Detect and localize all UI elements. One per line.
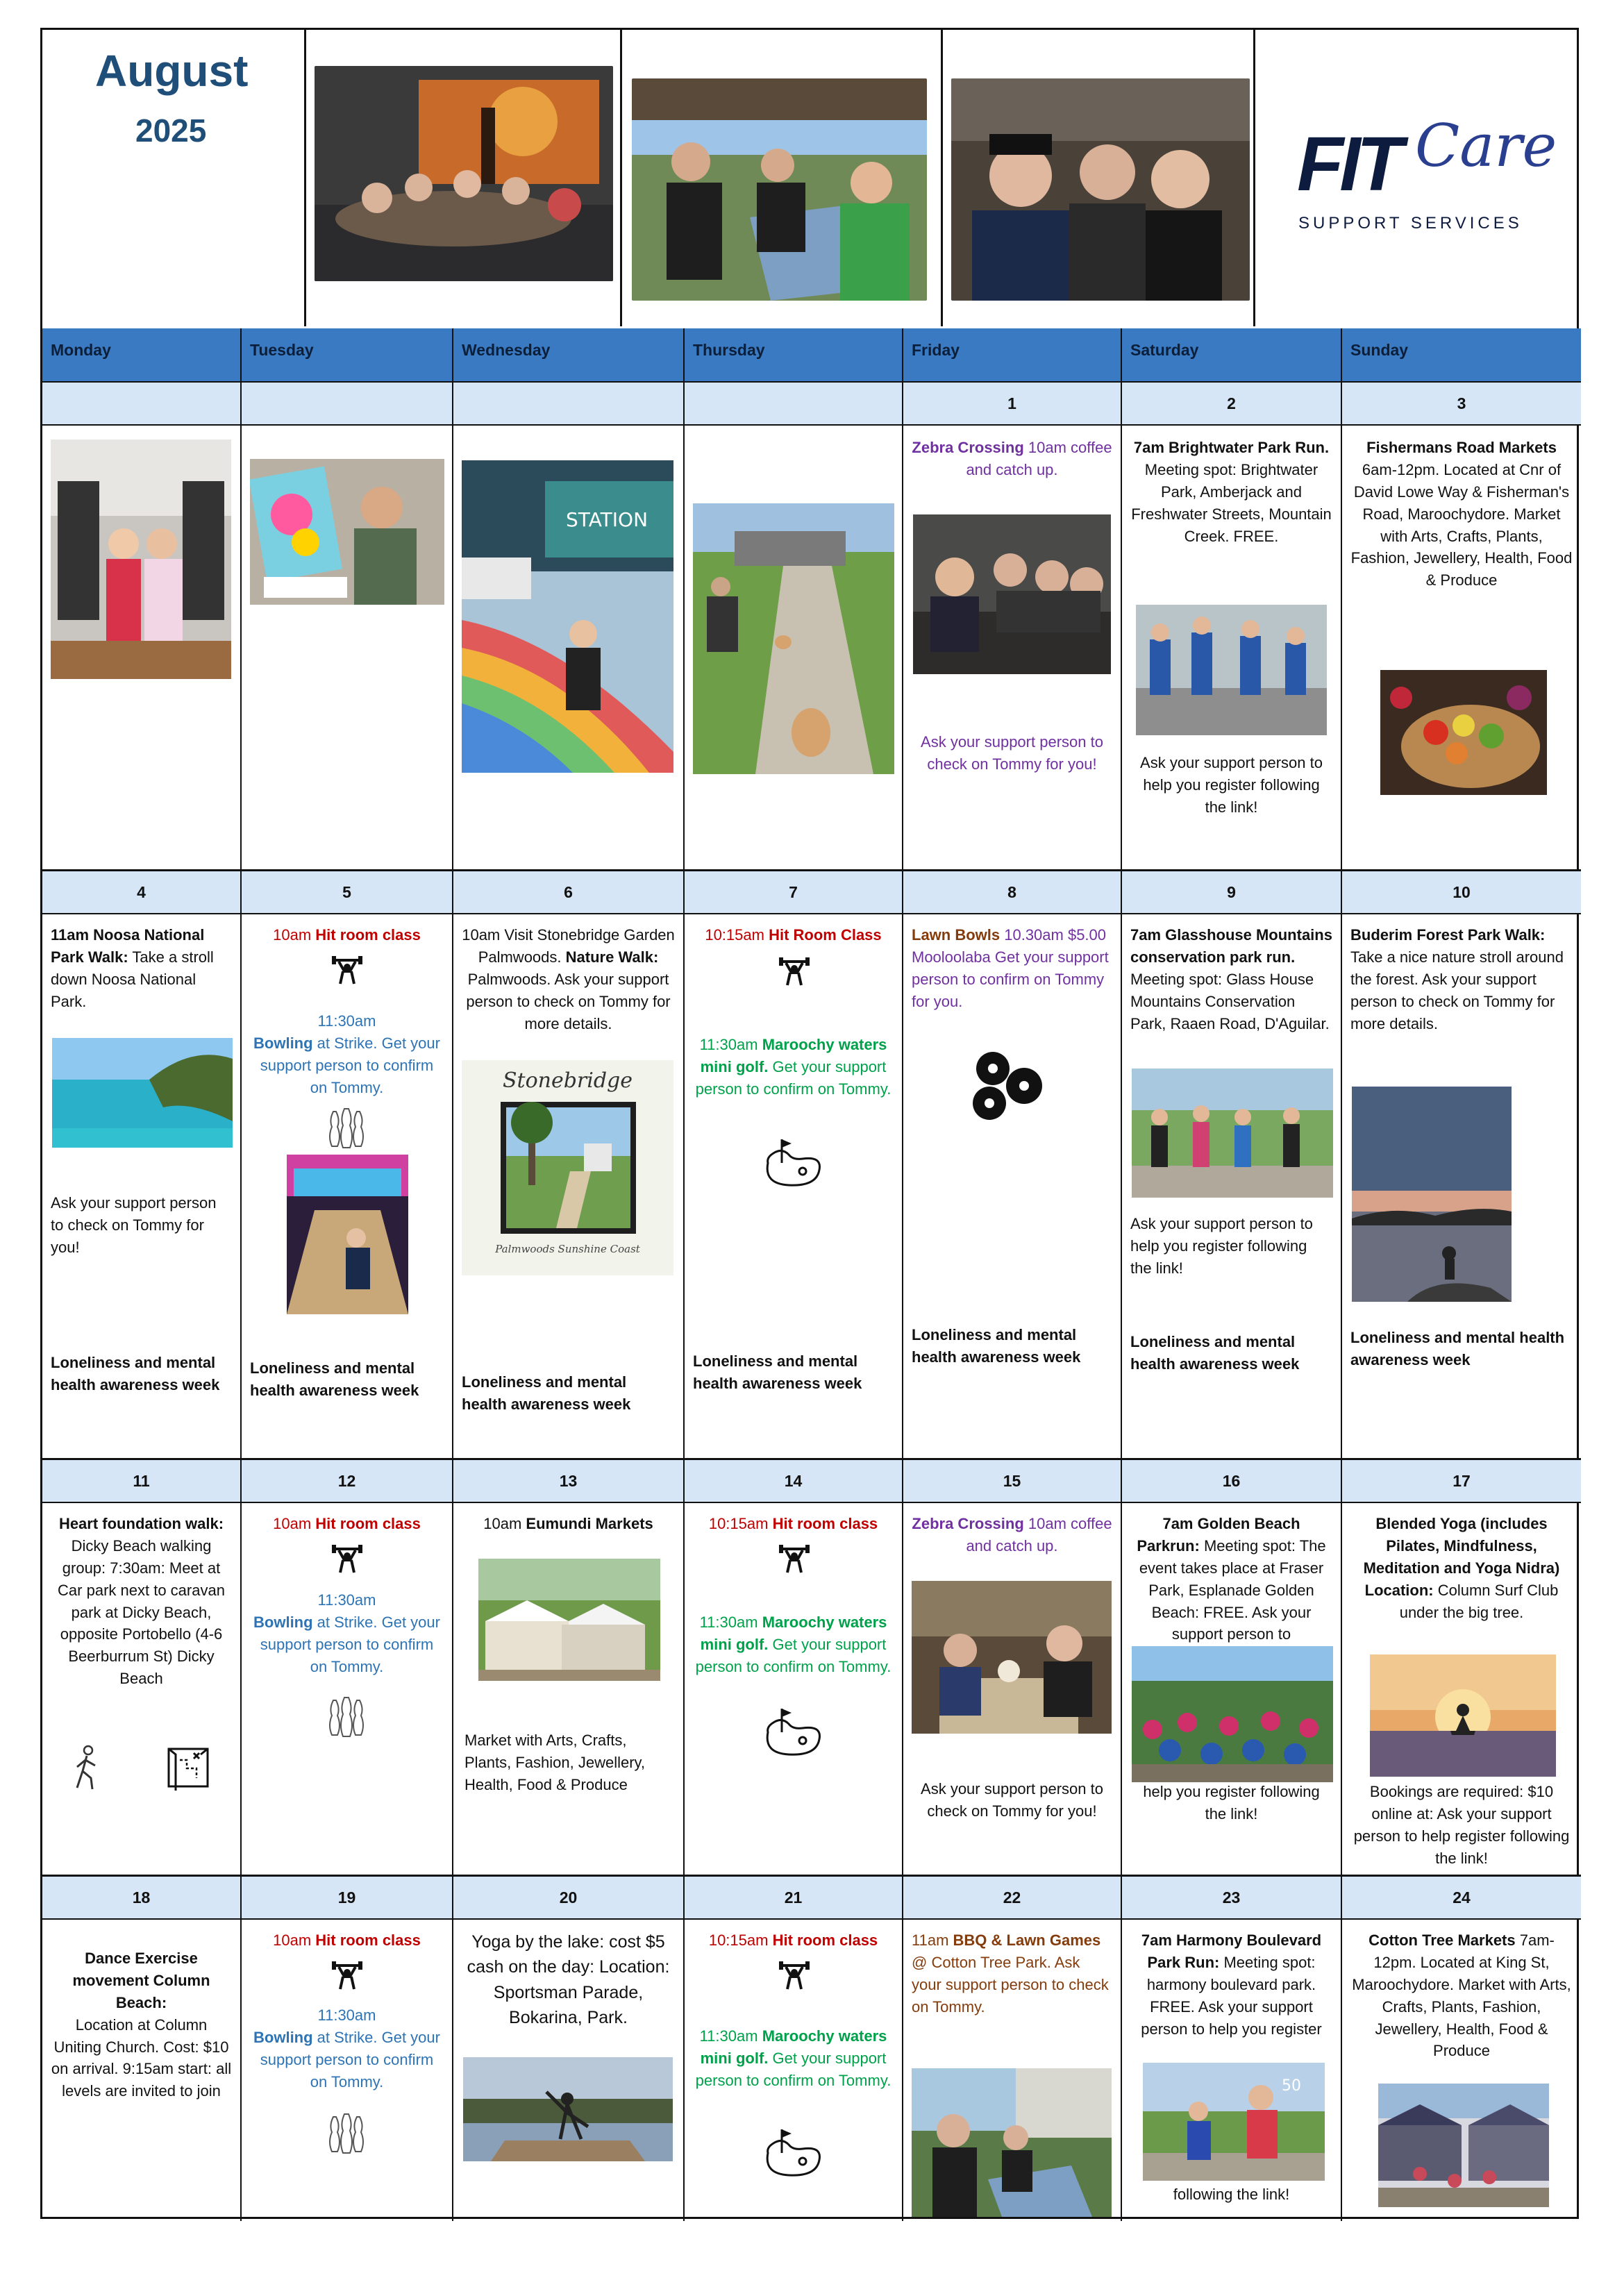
event-time: 10am — [273, 1932, 316, 1949]
event-note: Bookings are required: $10 online at: Ask your support person to help register following the link! — [1353, 1783, 1570, 1867]
date-number — [453, 383, 685, 426]
weightlifting-icon — [330, 953, 364, 987]
event-detail: Location at Column Uniting Church. Cost: $10 on arrival. 9:15am start: all levels are invited to join — [51, 2016, 232, 2100]
day-cell-week1-mon — [42, 426, 242, 871]
event-note: Ask your support person to check on Tommy for you! — [921, 733, 1103, 773]
event-text — [250, 1513, 444, 1535]
event-text — [693, 1034, 894, 1100]
event-detail: Palmwoods. Ask your support person to check on Tommy for more details. — [466, 970, 671, 1032]
date-number: 22 — [903, 1877, 1122, 1920]
date-number: 24 — [1342, 1877, 1581, 1920]
event-time: 11:30am — [699, 1036, 762, 1053]
group-cafe-photo — [315, 66, 613, 281]
event-title: Bowling — [253, 2028, 313, 2046]
event-title: Maroochy waters mini golf. — [700, 1614, 887, 1653]
event-title: Dance Exercise movement Column Beach: — [72, 1950, 210, 2011]
event-text — [1350, 1513, 1573, 1623]
dog-walk-photo — [693, 503, 894, 774]
event-text — [693, 1611, 894, 1678]
event-label: Location: — [1364, 1581, 1434, 1599]
event-detail: 6am-12pm. Located at Cnr of David Lowe Way & Fisherman's Road, Maroochydore. Market with Arts, Crafts, Plants, Fashion, Jewellery, Health, Food & Produce — [1350, 460, 1573, 589]
map-route-icon — [166, 1745, 210, 1791]
dayhead-saturday: Saturday — [1122, 328, 1342, 383]
date-number: 4 — [42, 871, 242, 914]
day-cell-week1-sat — [1122, 426, 1342, 871]
day-cell-week1-wed — [453, 426, 685, 871]
gym-photo — [51, 439, 231, 679]
event-text — [693, 2025, 894, 2092]
day-cell-week1-tue — [242, 426, 453, 871]
event-text — [1350, 1929, 1573, 2062]
lawn-bowls-icon — [969, 1048, 1052, 1124]
park-bench-photo — [632, 78, 927, 301]
event-title: Heart foundation walk: — [58, 1515, 224, 1532]
event-time: 10am — [273, 1515, 316, 1532]
event-note: Market with Arts, Crafts, Plants, Fashion, Jewellery, Health, Food & Produce — [464, 1732, 646, 1793]
event-text: Yoga by the lake: cost $5 cash on the day: Location: Sportsman Parade, Bokarina, Park. — [467, 1932, 670, 2027]
event-time: 11:30am — [317, 1591, 376, 1609]
station-mural-photo — [462, 460, 673, 773]
date-number: 17 — [1342, 1460, 1581, 1503]
group-selfie-photo — [951, 78, 1250, 301]
day-cell-week4-sat — [1122, 1920, 1342, 2221]
event-detail: 10.30am $5.00 Mooloolaba Get your support person to confirm on Tommy for you. — [912, 926, 1109, 1010]
bowling-pins-icon — [325, 1695, 368, 1738]
date-number: 8 — [903, 871, 1122, 914]
weightlifting-icon — [330, 1542, 364, 1575]
event-text — [693, 924, 894, 946]
day-cell-week1-fri — [903, 426, 1122, 871]
event-time: 11am — [912, 1932, 953, 1949]
event-note: Ask your support person to help you register following the link! — [1140, 754, 1323, 816]
event-time: 10am — [273, 926, 316, 944]
event-text — [693, 1513, 894, 1535]
event-detail: Meeting spot: The event takes place at Fraser Park, Esplanade Golden Beach: FREE. Ask your support person to — [1139, 1536, 1326, 1643]
event-detail: Meeting spot: Glass House Mountains Conservation Park, Raaen Road, D'Aguilar. — [1130, 970, 1330, 1032]
event-time: 11:30am — [317, 2006, 376, 2024]
date-number: 13 — [453, 1460, 685, 1503]
date-number: 14 — [685, 1460, 903, 1503]
event-text — [250, 924, 444, 946]
event-time: 11:30am — [317, 1012, 376, 1030]
day-cell-week3-sun — [1342, 1503, 1581, 1877]
day-cell-week2-tue — [242, 914, 453, 1460]
date-number: 5 — [242, 871, 453, 914]
event-title: Maroochy waters mini golf. — [700, 1036, 887, 1075]
event-title: Buderim Forest Park Walk: — [1350, 926, 1546, 944]
month-title: August — [95, 46, 249, 96]
event-text — [462, 924, 675, 1034]
date-number: 12 — [242, 1460, 453, 1503]
date-number: 18 — [42, 1877, 242, 1920]
day-cell-week3-tue — [242, 1503, 453, 1877]
day-cell-week3-wed — [453, 1503, 685, 1877]
date-number: 9 — [1122, 871, 1342, 914]
date-number: 20 — [453, 1877, 685, 1920]
day-cell-week2-sat — [1122, 914, 1342, 1460]
day-cell-week4-wed — [453, 1920, 685, 2221]
event-text — [1130, 924, 1332, 1034]
day-cell-week2-mon — [42, 914, 242, 1460]
day-cell-week4-mon — [42, 1920, 242, 2221]
event-title: Lawn Bowls — [912, 926, 1001, 944]
event-text — [912, 1513, 1112, 1557]
cotton-tree-bbq-photo — [912, 2068, 1112, 2217]
stonebridge-gardens-card — [462, 1060, 673, 1275]
event-text — [51, 1513, 232, 1690]
event-title: 7am Harmony Boulevard Park Run: — [1141, 1932, 1322, 1971]
day-cell-week4-sun — [1342, 1920, 1581, 2221]
event-title: Zebra Crossing — [912, 439, 1024, 456]
day-cell-week3-sat — [1122, 1503, 1342, 1877]
event-text — [250, 2004, 444, 2093]
glasshouse-run-photo — [1132, 1069, 1333, 1198]
event-title: 7am Brightwater Park Run. — [1133, 439, 1330, 456]
event-text — [1130, 1513, 1332, 1645]
yoga-sunset-photo — [1370, 1654, 1556, 1777]
event-text — [250, 1589, 444, 1678]
event-title: Bowling — [253, 1613, 313, 1631]
event-detail: 10am coffee and catch up. — [966, 1515, 1112, 1555]
event-highlight: Nature Walk: — [565, 948, 659, 966]
date-number: 16 — [1122, 1460, 1342, 1503]
event-title: Zebra Crossing — [912, 1515, 1024, 1532]
weightlifting-icon — [778, 1542, 811, 1575]
weightlifting-icon — [778, 1959, 811, 1992]
event-title: 7am Golden Beach Parkrun: — [1137, 1515, 1300, 1555]
garden-photo — [501, 1102, 636, 1234]
event-title: Hit Room Class — [769, 926, 882, 944]
date-number — [242, 383, 453, 426]
lake-yoga-photo — [463, 2057, 673, 2161]
date-number: 19 — [242, 1877, 453, 1920]
event-detail: Meeting spot: Brightwater Park, Amberjack and Freshwater Streets, Mountain Creek. FREE. — [1131, 460, 1332, 545]
event-title: Fishermans Road Markets — [1366, 439, 1557, 456]
golden-beach-run-photo — [1132, 1646, 1333, 1782]
event-text — [1130, 437, 1332, 547]
svg-text:50: 50 — [1282, 2077, 1301, 2095]
buderim-sunset-photo — [1352, 1087, 1512, 1302]
dayhead-wednesday: Wednesday — [453, 328, 685, 383]
date-number: 11 — [42, 1460, 242, 1503]
date-number: 15 — [903, 1460, 1122, 1503]
bowling-alley-photo — [287, 1155, 408, 1314]
month-title-cell — [42, 30, 306, 326]
painting-photo — [250, 459, 444, 605]
event-title: Eumundi Markets — [526, 1515, 653, 1532]
day-cell-week4-fri — [903, 1920, 1122, 2221]
header-photo-cell-3 — [943, 30, 1255, 326]
mini-golf-icon — [761, 1704, 823, 1759]
year-title: 2025 — [135, 112, 207, 149]
dayhead-thursday: Thursday — [685, 328, 903, 383]
park-run-photo — [1136, 605, 1327, 735]
event-text — [250, 1010, 444, 1099]
svg-text:STATION: STATION — [566, 508, 648, 531]
weightlifting-icon — [330, 1959, 364, 1992]
event-time: 10:15am — [708, 1932, 773, 1949]
cafe-catchup-photo — [912, 1581, 1112, 1734]
event-detail: @ Cotton Tree Park. Ask your support person to check on Tommy. — [912, 1953, 1109, 2016]
logo-fit-text: FIT — [1297, 121, 1399, 207]
eumundi-markets-photo — [478, 1559, 660, 1681]
awareness-note: Loneliness and mental health awareness week — [250, 1359, 419, 1399]
event-title: Hit room class — [315, 926, 421, 944]
event-note: following the link! — [1173, 2186, 1290, 2203]
event-text — [912, 924, 1112, 1013]
dayhead-friday: Friday — [903, 328, 1122, 383]
day-cell-week2-fri — [903, 914, 1122, 1460]
event-detail: Dicky Beach walking group: 7:30am: Meet at Car park next to caravan park at Dicky Beach, opposite Portobello (4-6 Beerburrum St) Dicky Beach — [58, 1536, 225, 1688]
event-detail: Meeting spot: harmony boulevard park. FREE. Ask your support person to help you register — [1141, 1953, 1322, 2038]
date-number: 10 — [1342, 871, 1581, 914]
date-number: 7 — [685, 871, 903, 914]
date-number: 6 — [453, 871, 685, 914]
event-text — [51, 924, 232, 1013]
event-note: help you register following the link! — [1143, 1783, 1320, 1822]
day-cell-week1-thu — [685, 426, 903, 871]
garden-title: Stonebridge — [502, 1069, 633, 1093]
date-number: 21 — [685, 1877, 903, 1920]
event-detail: at Strike. Get your support person to confirm on Tommy. — [260, 1034, 440, 1096]
event-note: Ask your support person to check on Tommy for you! — [921, 1780, 1103, 1820]
garden-subtitle: Palmwoods Sunshine Coast — [495, 1243, 640, 1255]
bowling-pins-icon — [325, 1106, 368, 1149]
event-text — [250, 1929, 444, 1952]
event-title: Hit room class — [772, 1932, 878, 1949]
awareness-note: Loneliness and mental health awareness week — [1130, 1333, 1300, 1373]
calendar-header — [42, 30, 1577, 330]
day-cell-week2-wed — [453, 914, 685, 1460]
event-time: 10:15am — [705, 926, 769, 944]
event-detail: Take a stroll down Noosa National Park. — [51, 948, 214, 1010]
event-title: Maroochy waters mini golf. — [700, 2027, 887, 2067]
event-note: Ask your support person to check on Tommy for you! — [51, 1194, 217, 1256]
weightlifting-icon — [778, 955, 811, 988]
event-title: 11am Noosa National Park Walk: — [51, 926, 205, 966]
mini-golf-icon — [761, 2125, 823, 2179]
event-text — [1350, 924, 1573, 1034]
event-title: Hit room class — [315, 1932, 421, 1949]
awareness-note: Loneliness and mental health awareness week — [1350, 1329, 1565, 1368]
dayhead-tuesday: Tuesday — [242, 328, 453, 383]
event-detail: 7am-12pm. Located at King St, Maroochydore. Market with Arts, Crafts, Plants, Fashion, Jewellery, Health, Food & Produce — [1352, 1932, 1571, 2060]
day-cell-week4-thu — [685, 1920, 903, 2221]
day-cell-week2-thu — [685, 914, 903, 1460]
awareness-note: Loneliness and mental health awareness week — [693, 1352, 862, 1392]
produce-basket-photo — [1380, 670, 1547, 795]
day-cell-week3-mon — [42, 1503, 242, 1877]
date-number: 3 — [1342, 383, 1581, 426]
date-number — [42, 383, 242, 426]
logo-care-text: Care — [1415, 112, 1557, 180]
event-title: Blended Yoga (includes Pilates, Mindfulness, Meditation and Yoga Nidra) — [1363, 1515, 1560, 1577]
date-number: 2 — [1122, 383, 1342, 426]
day-cell-week3-fri — [903, 1503, 1122, 1877]
event-time: 11:30am — [699, 1614, 762, 1631]
cotton-tree-markets-photo — [1378, 2084, 1549, 2207]
awareness-note: Loneliness and mental health awareness week — [462, 1373, 631, 1413]
event-text — [462, 1513, 675, 1535]
header-photo-cell-1 — [306, 30, 622, 326]
logo-cell — [1255, 30, 1581, 326]
bowling-pins-icon — [325, 2111, 368, 2154]
mini-golf-icon — [761, 1135, 823, 1189]
noosa-beach-photo — [52, 1038, 233, 1148]
event-detail: Get your support person to confirm on Tommy. — [695, 1057, 891, 1098]
event-detail: Take a nice nature stroll around the forest. Ask your support person to check on Tommy for more details. — [1350, 948, 1564, 1032]
event-title: BBQ & Lawn Games — [953, 1932, 1101, 1949]
event-detail: at Strike. Get your support person to confirm on Tommy. — [260, 2028, 440, 2090]
event-text — [1350, 437, 1573, 592]
calendar-frame — [40, 28, 1579, 2219]
event-text — [912, 1929, 1112, 2018]
header-photo-cell-2 — [622, 30, 943, 326]
day-cell-week1-sun — [1342, 426, 1581, 871]
date-number: 23 — [1122, 1877, 1342, 1920]
harmony-run-photo — [1143, 2063, 1325, 2181]
day-cell-week4-tue — [242, 1920, 453, 2221]
cafe-group-photo — [913, 514, 1111, 674]
event-detail: Column Surf Club under the big tree. — [1399, 1581, 1559, 1621]
event-title: 10am Visit Stonebridge Garden Palmwoods. — [462, 926, 675, 966]
day-cell-week2-sun — [1342, 914, 1581, 1460]
event-text — [693, 1929, 894, 1952]
event-note: Ask your support person to help you register following the link! — [1130, 1215, 1313, 1277]
dayhead-monday: Monday — [42, 328, 242, 383]
awareness-note: Loneliness and mental health awareness week — [912, 1326, 1081, 1366]
awareness-note: Loneliness and mental health awareness week — [51, 1354, 220, 1393]
dayhead-sunday: Sunday — [1342, 328, 1581, 383]
event-time: 11:30am — [699, 2027, 762, 2045]
event-text — [1130, 1929, 1332, 2040]
event-title: Hit room class — [315, 1515, 421, 1532]
event-detail: Get your support person to confirm on Tommy. — [695, 2049, 891, 2089]
event-time: 10am — [483, 1515, 526, 1532]
event-title: Cotton Tree Markets — [1368, 1932, 1516, 1949]
event-detail: Get your support person to confirm on Tommy. — [695, 1635, 891, 1675]
event-title: Hit room class — [772, 1515, 878, 1532]
logo-tagline: SUPPORT SERVICES — [1298, 214, 1523, 233]
event-time: 10:15am — [708, 1515, 773, 1532]
event-text — [912, 437, 1112, 481]
date-number: 1 — [903, 383, 1122, 426]
event-title: Bowling — [253, 1034, 313, 1052]
event-text — [51, 1947, 232, 2102]
event-detail: at Strike. Get your support person to confirm on Tommy. — [260, 1613, 440, 1675]
day-cell-week3-thu — [685, 1503, 903, 1877]
walking-person-icon — [70, 1745, 103, 1791]
date-number — [685, 383, 903, 426]
event-title: 7am Glasshouse Mountains conservation park run. — [1130, 926, 1332, 966]
event-detail: 10am coffee and catch up. — [966, 439, 1112, 478]
